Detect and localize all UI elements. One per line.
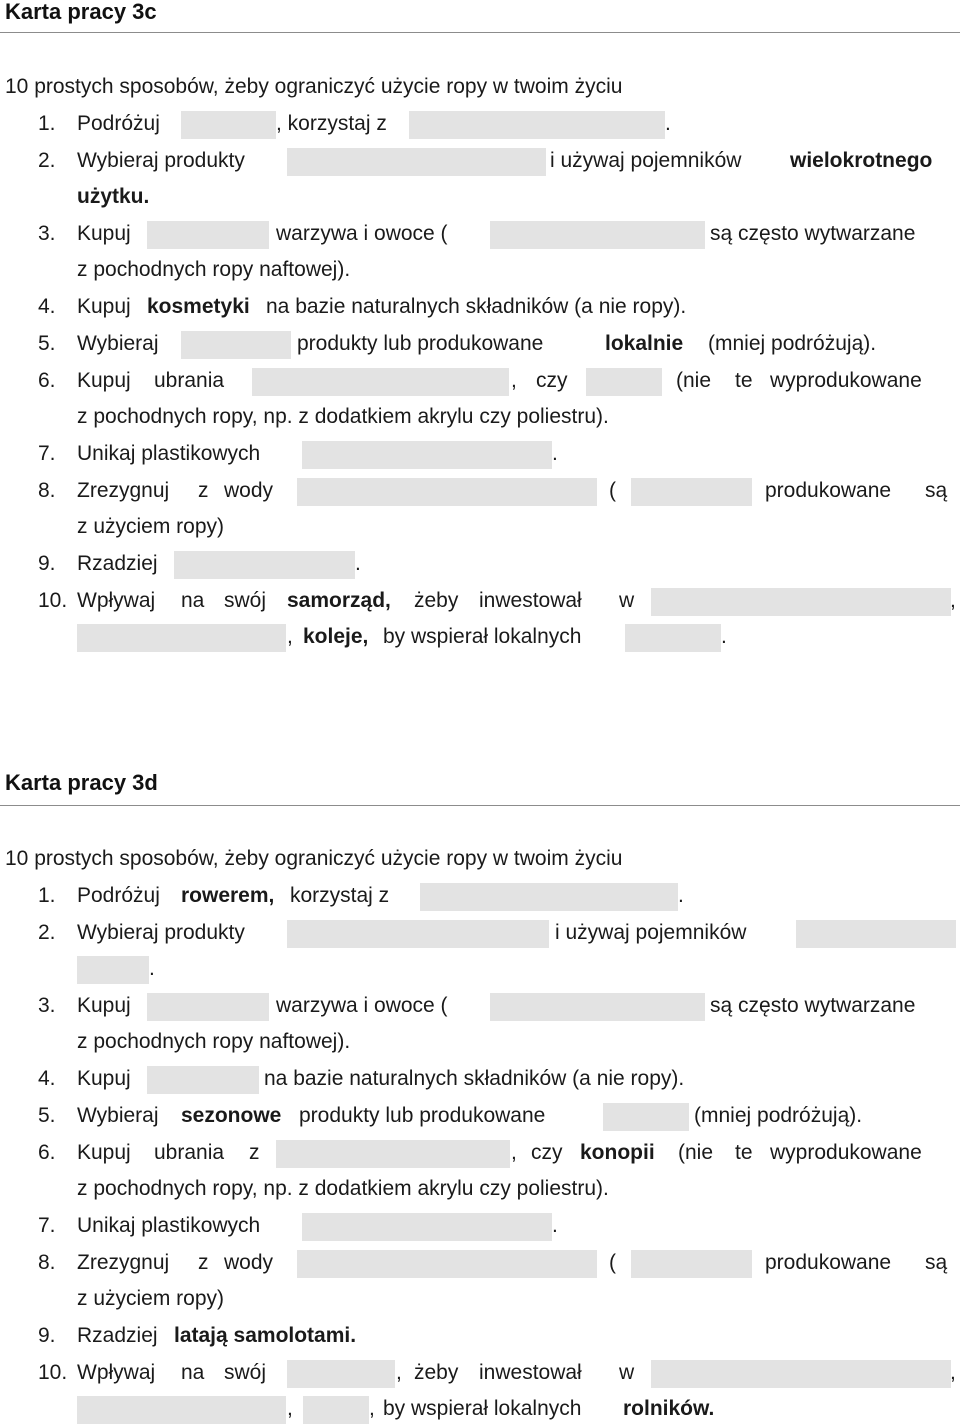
- item-text: żeby: [414, 589, 459, 612]
- item-text: Wybieraj produkty: [77, 149, 245, 172]
- title-divider: [0, 32, 960, 33]
- item-text: , korzystaj z: [276, 112, 387, 135]
- intro-text: [0, 68, 960, 105]
- item-text: wody: [224, 1251, 274, 1274]
- item-text: produkty lub produkowane: [297, 332, 544, 355]
- item-text: swój: [224, 1361, 267, 1384]
- item-text: (nie: [676, 369, 712, 392]
- item-text: (mniej podróżują).: [708, 332, 877, 355]
- item-text-bold: wielokrotnego: [790, 149, 933, 172]
- item-text: .: [355, 552, 361, 575]
- list-item: [0, 1207, 960, 1244]
- item-number: 7.: [38, 442, 56, 465]
- list-item: [0, 435, 960, 472]
- blank-field[interactable]: [147, 1066, 259, 1094]
- list-item-continuation: [0, 618, 960, 655]
- list-item: [0, 288, 960, 325]
- item-text: (: [609, 1251, 616, 1274]
- item-text: ,: [950, 589, 956, 612]
- item-text: Unikaj plastikowych: [77, 442, 261, 465]
- item-text: .: [552, 1214, 558, 1237]
- list-item: [0, 215, 960, 252]
- item-text: ,: [511, 1141, 517, 1164]
- list-item: [0, 362, 960, 399]
- item-text: ,: [396, 1361, 402, 1384]
- item-text: Kupuj: [77, 369, 131, 392]
- item-text: w: [619, 589, 635, 612]
- item-text: z użyciem ropy): [77, 515, 225, 538]
- item-number: 4.: [38, 295, 56, 318]
- item-text: na: [181, 589, 205, 612]
- item-text: Kupuj: [77, 222, 131, 245]
- list-item-continuation: [0, 251, 960, 288]
- blank-field[interactable]: [302, 441, 552, 469]
- item-text-bold: samorząd,: [287, 589, 391, 612]
- blank-field[interactable]: [796, 920, 956, 948]
- item-number: 10.: [38, 589, 68, 612]
- blank-field[interactable]: [287, 148, 546, 176]
- list-item-continuation: [0, 1280, 960, 1317]
- list-item: [0, 1097, 960, 1134]
- list-item: [0, 1060, 960, 1097]
- item-text: .: [665, 112, 671, 135]
- item-text: z pochodnych ropy naftowej).: [77, 1030, 351, 1053]
- list-item-continuation: [0, 1390, 960, 1427]
- worksheet-3c-title: Karta pracy 3c: [5, 0, 157, 24]
- list-item: [0, 1244, 960, 1281]
- item-number: 2.: [38, 149, 56, 172]
- item-text: ubrania: [154, 369, 225, 392]
- item-text-bold: rolników.: [623, 1397, 715, 1420]
- item-text-bold: kosmetyki: [147, 295, 250, 318]
- item-number: 4.: [38, 1067, 56, 1090]
- item-text: swój: [224, 589, 267, 612]
- item-number: 5.: [38, 1104, 56, 1127]
- item-text: ,: [287, 625, 293, 648]
- item-text: w: [619, 1361, 635, 1384]
- item-text: Wybieraj: [77, 1104, 159, 1127]
- item-number: 10.: [38, 1361, 68, 1384]
- item-text: Kupuj: [77, 1141, 131, 1164]
- item-text: wody: [224, 479, 274, 502]
- item-text: żeby: [414, 1361, 459, 1384]
- worksheet-3d-title: Karta pracy 3d: [5, 770, 158, 795]
- item-text: wyprodukowane: [770, 1141, 922, 1164]
- list-item: [0, 877, 960, 914]
- item-number: 3.: [38, 222, 56, 245]
- blank-field[interactable]: [147, 221, 269, 249]
- item-text: produkty lub produkowane: [299, 1104, 546, 1127]
- list-item: [0, 325, 960, 362]
- item-text-bold: rowerem,: [181, 884, 275, 907]
- item-text: z pochodnych ropy naftowej).: [77, 258, 351, 281]
- item-text: .: [721, 625, 727, 648]
- blank-field[interactable]: [77, 956, 149, 984]
- item-text-bold: koleje,: [303, 625, 369, 648]
- item-text-bold: latają samolotami.: [174, 1324, 357, 1347]
- blank-field[interactable]: [420, 883, 678, 911]
- item-text: warzywa i owoce (: [276, 222, 448, 245]
- item-text: na bazie naturalnych składników (a nie ropy).: [266, 295, 687, 318]
- list-item: [0, 472, 960, 509]
- item-text: są: [925, 1251, 948, 1274]
- item-text: .: [149, 957, 155, 980]
- blank-field[interactable]: [631, 1250, 752, 1278]
- item-text: .: [678, 884, 684, 907]
- blank-field[interactable]: [651, 1360, 951, 1388]
- item-text: Kupuj: [77, 1067, 131, 1090]
- title-divider: [0, 805, 960, 806]
- blank-field[interactable]: [287, 1360, 395, 1388]
- item-text: z: [198, 479, 209, 502]
- intro-text: [0, 840, 960, 877]
- item-text-bold: konopii: [580, 1141, 655, 1164]
- item-text: ,: [287, 1397, 293, 1420]
- intro-label: 10 prostych sposobów, żeby ograniczyć użycie ropy w twoim życiu: [5, 75, 623, 98]
- item-number: 6.: [38, 369, 56, 392]
- item-text: czy: [536, 369, 568, 392]
- item-text: są: [925, 479, 948, 502]
- item-number: 9.: [38, 552, 56, 575]
- item-text: Podróżuj: [77, 884, 160, 907]
- blank-field[interactable]: [174, 551, 355, 579]
- item-text: (mniej podróżują).: [694, 1104, 863, 1127]
- item-text: Wpływaj: [77, 1361, 156, 1384]
- list-item-continuation: [0, 1023, 960, 1060]
- item-text: .: [552, 442, 558, 465]
- item-number: 8.: [38, 479, 56, 502]
- item-text: warzywa i owoce (: [276, 994, 448, 1017]
- item-number: 8.: [38, 1251, 56, 1274]
- blank-field[interactable]: [490, 221, 705, 249]
- item-number: 2.: [38, 921, 56, 944]
- list-item: [0, 987, 960, 1024]
- item-text: na: [181, 1361, 205, 1384]
- list-item-continuation: [0, 950, 960, 987]
- item-text: (: [609, 479, 616, 502]
- item-text: te: [735, 1141, 753, 1164]
- item-text: z pochodnych ropy, np. z dodatkiem akrylu czy poliestru).: [77, 1177, 609, 1200]
- list-item: [0, 545, 960, 582]
- item-text: Rzadziej: [77, 1324, 158, 1347]
- item-text: z pochodnych ropy, np. z dodatkiem akrylu czy poliestru).: [77, 405, 609, 428]
- list-item: [0, 105, 960, 142]
- item-number: 7.: [38, 1214, 56, 1237]
- blank-field[interactable]: [625, 624, 721, 652]
- item-text: Rzadziej: [77, 552, 158, 575]
- item-text: wyprodukowane: [770, 369, 922, 392]
- blank-field[interactable]: [302, 1213, 552, 1241]
- item-number: 5.: [38, 332, 56, 355]
- item-text: by wspierał lokalnych: [383, 1397, 582, 1420]
- blank-field[interactable]: [409, 111, 665, 139]
- blank-field[interactable]: [77, 1396, 286, 1424]
- item-text: inwestował: [479, 1361, 582, 1384]
- blank-field[interactable]: [252, 368, 509, 396]
- list-item: [0, 1134, 960, 1171]
- item-text: ubrania: [154, 1141, 225, 1164]
- item-text: Wybieraj produkty: [77, 921, 245, 944]
- item-text: korzystaj z: [290, 884, 390, 907]
- list-item-continuation: [0, 1170, 960, 1207]
- item-number: 1.: [38, 112, 56, 135]
- item-text: Podróżuj: [77, 112, 160, 135]
- item-text-bold: sezonowe: [181, 1104, 282, 1127]
- blank-field[interactable]: [603, 1103, 689, 1131]
- blank-field[interactable]: [490, 993, 705, 1021]
- item-text: (nie: [678, 1141, 714, 1164]
- item-text: Kupuj: [77, 994, 131, 1017]
- item-text: z: [198, 1251, 209, 1274]
- item-text: Unikaj plastikowych: [77, 1214, 261, 1237]
- list-item: [0, 1354, 960, 1391]
- blank-field[interactable]: [181, 111, 276, 139]
- item-text: czy: [531, 1141, 563, 1164]
- blank-field[interactable]: [77, 624, 286, 652]
- item-text: z: [249, 1141, 260, 1164]
- list-item: [0, 582, 960, 619]
- blank-field[interactable]: [276, 1140, 510, 1168]
- item-number: 6.: [38, 1141, 56, 1164]
- item-text: Zrezygnuj: [77, 1251, 170, 1274]
- item-text: i używaj pojemników: [555, 921, 747, 944]
- item-text: i używaj pojemników: [550, 149, 742, 172]
- item-text: ,: [511, 369, 517, 392]
- item-number: 3.: [38, 994, 56, 1017]
- item-text: na bazie naturalnych składników (a nie ropy).: [264, 1067, 685, 1090]
- blank-field[interactable]: [651, 588, 951, 616]
- item-text: są często wytwarzane: [710, 994, 916, 1017]
- blank-field[interactable]: [287, 920, 549, 948]
- item-text: ,: [369, 1397, 375, 1420]
- item-text: z użyciem ropy): [77, 1287, 225, 1310]
- blank-field[interactable]: [297, 478, 597, 506]
- blank-field[interactable]: [303, 1396, 369, 1424]
- blank-field[interactable]: [181, 331, 291, 359]
- blank-field[interactable]: [297, 1250, 597, 1278]
- item-number: 9.: [38, 1324, 56, 1347]
- item-text: Zrezygnuj: [77, 479, 170, 502]
- list-item: [0, 1317, 960, 1354]
- list-item-continuation: [0, 398, 960, 435]
- list-item-continuation: [0, 508, 960, 545]
- item-text: inwestował: [479, 589, 582, 612]
- item-text: Kupuj: [77, 295, 131, 318]
- item-text: produkowane: [765, 479, 892, 502]
- item-number: 1.: [38, 884, 56, 907]
- blank-field[interactable]: [586, 368, 662, 396]
- item-text: produkowane: [765, 1251, 892, 1274]
- item-text: by wspierał lokalnych: [383, 625, 582, 648]
- list-item: [0, 142, 960, 179]
- item-text: Wpływaj: [77, 589, 156, 612]
- list-item-continuation: [0, 178, 960, 215]
- item-text-bold: lokalnie: [605, 332, 684, 355]
- blank-field[interactable]: [147, 993, 269, 1021]
- blank-field[interactable]: [631, 478, 752, 506]
- intro-label: 10 prostych sposobów, żeby ograniczyć użycie ropy w twoim życiu: [5, 847, 623, 870]
- item-text: są często wytwarzane: [710, 222, 916, 245]
- item-text: ,: [950, 1361, 956, 1384]
- item-text: Wybieraj: [77, 332, 159, 355]
- item-text: te: [735, 369, 753, 392]
- list-item: [0, 914, 960, 951]
- item-text-bold: użytku.: [77, 185, 150, 208]
